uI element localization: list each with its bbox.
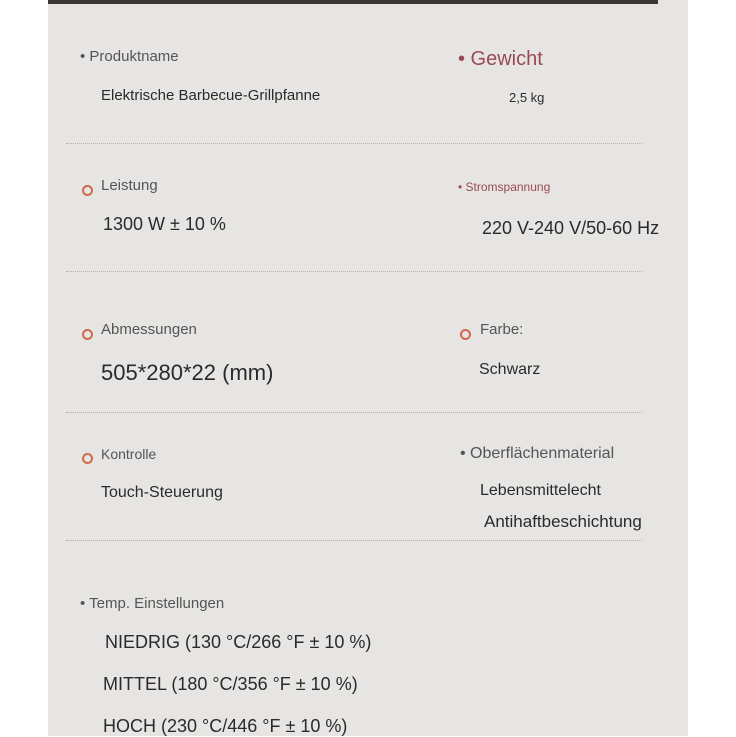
value-leistung: 1300 W ± 10 % bbox=[103, 214, 226, 234]
temp-level-mid: MITTEL (180 °C/356 °F ± 10 %) bbox=[103, 674, 358, 694]
value-oberflaechenmaterial-2: Antihaftbeschichtung bbox=[484, 512, 642, 531]
label-produktname: • Produktname bbox=[80, 48, 179, 65]
divider bbox=[66, 412, 642, 413]
value-produktname: Elektrische Barbecue-Grillpfanne bbox=[101, 87, 321, 104]
label-leistung: Leistung bbox=[101, 177, 158, 194]
divider bbox=[66, 271, 642, 272]
label-gewicht: • Gewicht bbox=[458, 48, 543, 70]
divider bbox=[66, 143, 642, 144]
value-farbe: Schwarz bbox=[479, 361, 541, 378]
value-gewicht: 2,5 kg bbox=[509, 90, 545, 105]
label-farbe: Farbe: bbox=[480, 321, 524, 338]
top-bar bbox=[48, 0, 658, 4]
value-oberflaechenmaterial-1: Lebensmittelecht bbox=[480, 482, 601, 499]
temp-level-high: HOCH (230 °C/446 °F ± 10 %) bbox=[103, 716, 348, 736]
value-kontrolle: Touch-Steuerung bbox=[101, 484, 223, 501]
label-oberflaechenmaterial: • Oberflächenmaterial bbox=[460, 445, 615, 462]
label-stromspannung: • Stromspannung bbox=[458, 180, 551, 194]
temp-level-low: NIEDRIG (130 °C/266 °F ± 10 %) bbox=[105, 632, 372, 652]
ring-bullet-icon bbox=[82, 329, 93, 340]
value-abmessungen: 505*280*22 (mm) bbox=[101, 360, 274, 385]
label-kontrolle: Kontrolle bbox=[101, 446, 157, 462]
value-stromspannung: 220 V-240 V/50-60 Hz bbox=[482, 218, 660, 238]
ring-bullet-icon bbox=[82, 185, 93, 196]
label-abmessungen: Abmessungen bbox=[101, 321, 197, 338]
ring-bullet-icon bbox=[82, 453, 93, 464]
label-temp: • Temp. Einstellungen bbox=[80, 595, 225, 612]
ring-bullet-icon bbox=[460, 329, 471, 340]
divider bbox=[66, 540, 642, 541]
